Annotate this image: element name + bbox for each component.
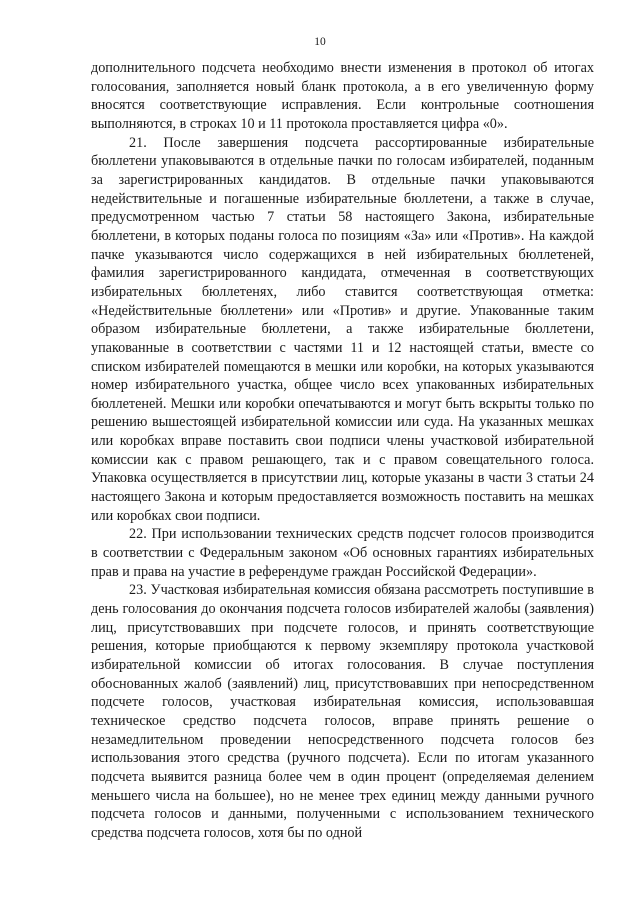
paragraph-23: 23. Участковая избирательная комиссия обязана рассмотреть поступившие в день голосования до окончания подсчета голосов избирателей жалобы (заявления) лиц, присутствовавших при подсчете голосов, и принять соответствующие решения, которые приобщаются к первому экземпляру протокола участковой избирательной комиссии об итогах голосования. В случае поступления обоснованных жалоб (заявлений) лиц, присутствовавших при непосредственном подсчете голосов, участковая избирательная комиссия, использовавшая техническое средство подсчета голосов, вправе принять решение о незамедлительном проведении непосредственного подсчета голосов без использования этого средства (ручного подсчета). Если по итогам указанного подсчета выявится разница более чем в один процент (определяемая делением меньшего числа на большее), но не менее трех единиц между данными ручного подсчета голосов и данными, полученными с использованием технического средства подсчета голосов, хотя бы по одной xyxy=(91,582,594,841)
paragraph-22: 22. При использовании технических средств подсчет голосов производится в соответствии с Федеральным законом «Об основных гарантиях избирательных прав и права на участие в референдуме граждан Российской Федерации». xyxy=(91,526,594,580)
document-body xyxy=(91,59,594,843)
paragraph-continuation: дополнительного подсчета необходимо внести изменения в протокол об итогах голосования, заполняется новый бланк протокола, а в его увеличенную форму вносятся соответствующие исправления. Если контрольные соотношения выполняются, в строках 10 и 11 протокола проставляется цифра «0». xyxy=(91,60,594,132)
paragraph-21: 21. После завершения подсчета рассортированные избирательные бюллетени упаковываются в отдельные пачки по голосам избирателей, поданным за зарегистрированных кандидатов. В отдельные пачки упаковываются недействительные и погашенные избирательные бюллетени, а также в случае, предусмотренном частью 7 статьи 58 настоящего Закона, избирательные бюллетени, в которых поданы голоса по позициям «За» или «Против». На каждой пачке указываются число содержащихся в ней избирательных бюллетеней, фамилия зарегистрированного кандидата, отмеченная в соответствующих избирательных бюллетенях, либо ставится соответствующая отметка: «Недействительные бюллетени» или «Против» и другие. Упакованные таким образом избирательные бюллетени, а также избирательные бюллетени, упакованные в соответствии с частями 11 и 12 настоящей статьи, вместе со списком избирателей помещаются в мешки или коробки, на которых указываются номер избирательного участка, общее число всех упакованных избирательных бюллетеней. Мешки или коробки опечатываются и могут быть вскрыты только по решению вышестоящей избирательной комиссии или суда. На указанных мешках или коробках вправе поставить свои подписи члены участковой избирательной комиссии как с правом решающего, так и с правом совещательного голоса. Упаковка осуществляется в присутствии лиц, которые указаны в части 3 статьи 24 настоящего Закона и которым предоставляется возможность поставить на мешках или коробках свои подписи. xyxy=(91,134,594,524)
page-number: 10 xyxy=(314,36,326,48)
